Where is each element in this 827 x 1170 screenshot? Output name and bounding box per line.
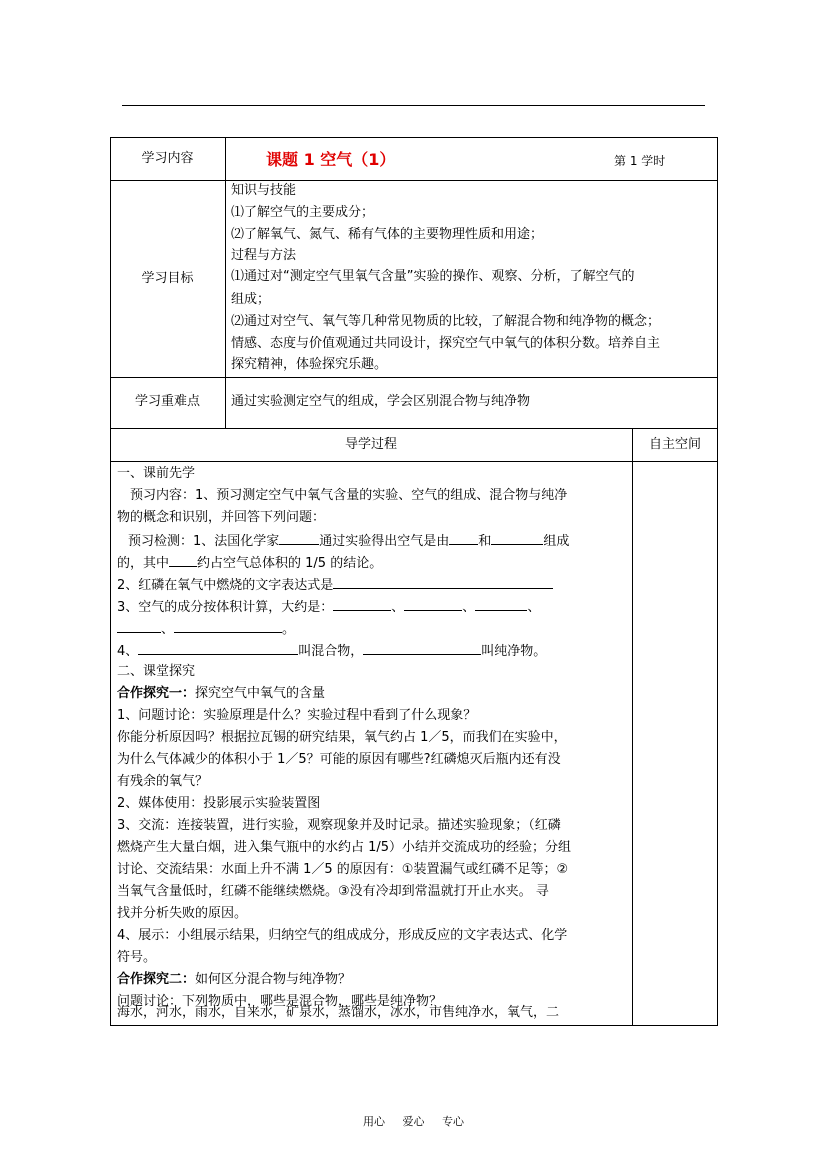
table-divider [632,428,633,1026]
fill-blank [491,532,543,545]
body-line: 为什么气体减少的体积小于 1／5？可能的原因有哪些?红磷熄灭后瓶内还有没 [117,752,561,767]
body-line: 符号。 [117,950,157,965]
separator: 、 [391,600,405,615]
table-divider [110,461,718,462]
question-2 [117,576,553,594]
key-points-text: 通过实验测定空气的组成，学会区别混合物与纯净物 [231,394,531,409]
question-3-cont [117,620,295,638]
question-text: 2、红磷在氧气中燃烧的文字表达式是 [117,578,334,593]
question-text: 叫混合物， [298,644,364,659]
goal-line: ⑴通过对“测定空气里氧气含量”实验的操作、观察、分析，了解空气的 [231,269,635,284]
question-1 [128,532,569,550]
coop-heading: 合作探究一： [117,686,196,701]
footer-item: 用心 [363,1115,385,1128]
self-space-header: 自主空间 [648,437,701,452]
body-line: 4、展示：小组展示结果，归纳空气的组成成分，形成反应的文字表达式、化学 [117,928,568,943]
fill-blank [333,576,553,589]
body-line: 1、问题讨论：实验原理是什么？实验过程中看到了什么现象？ [117,708,477,723]
coop-text: 如何区分混合物与纯净物？ [195,972,352,987]
goal-line: 情感、态度与价值观通过共同设计，探究空气中氧气的体积分数。培养自主 [231,336,661,351]
section-heading: 一、课前先学 [117,466,196,481]
question-text: 预习检测：1、法国化学家 [128,534,280,549]
goal-line: 组成； [231,292,271,307]
fill-blank [333,598,391,611]
coop-text: 探究空气中氧气的含量 [195,686,326,701]
goal-line: 知识与技能 [231,183,297,198]
fill-blank [174,620,282,633]
question-text: 的，其中 [117,556,170,571]
body-line: 讨论、交流结果：水面上升不满 1／5 的原因有：①装置漏气或红磷不足等；② [117,862,569,877]
fill-blank [138,642,298,655]
page-footer [0,1115,827,1129]
goal-line: ⑵了解氧气、氮气、稀有气体的主要物理性质和用途； [231,227,544,242]
body-line: 找并分析失败的原因。 [117,906,248,921]
question-1-cont [117,554,382,572]
fill-blank [363,642,481,655]
footer-item: 爱心 [402,1115,425,1128]
question-3 [117,598,540,616]
question-text: 3、空气的成分按体积计算，大约是： [117,600,334,615]
lesson-title: 课题 1 空气（1） [266,150,396,169]
coop-1 [117,686,325,702]
coop-2 [117,972,351,988]
fill-blank [117,620,161,633]
lesson-period: 第 1 学时 [614,154,666,168]
goal-line: ⑴了解空气的主要成分； [231,205,375,220]
process-header: 导学过程 [344,437,397,452]
separator: 、 [161,622,175,637]
body-line: 2、媒体使用：投影展示实验装置图 [117,796,321,811]
question-4 [117,642,546,660]
fill-blank [475,598,527,611]
table-divider [110,428,718,429]
fill-blank [169,554,197,567]
preview-text: 物的概念和识别，并回答下列问题： [117,510,326,525]
question-text: 4、 [117,644,139,659]
footer-item: 专心 [442,1115,464,1128]
preview-text: 预习内容：1、预习测定空气中氧气含量的实验、空气的组成、混合物与纯净 [130,488,568,503]
fill-blank [404,598,462,611]
body-line: 当氧气含量低时，红磷不能继续燃烧。③没有冷却到常温就打开止水夹。 寻 [117,884,549,899]
section-heading: 二、课堂探究 [117,664,196,679]
separator: 、 [462,600,476,615]
body-line: 燃烧产生大量白烟，进入集气瓶中的水约占 1/5）小结并交流成功的经验；分组 [117,840,572,855]
coop-heading: 合作探究二： [117,972,196,987]
row-label-goals: 学习目标 [141,271,194,286]
separator: 、 [527,600,541,615]
goal-line: 探究精神，体验探究乐趣。 [231,357,388,372]
body-line: 你能分析原因吗？根据拉瓦锡的研究结果，氧气约占 1／5，而我们在实验中， [117,730,567,745]
fill-blank [279,532,319,545]
question-text: 通过实验得出空气是由 [319,534,450,549]
question-text: 叫纯净物。 [481,644,547,659]
separator: 。 [282,622,296,637]
question-text: 组成 [543,534,570,549]
goal-line: 过程与方法 [231,248,297,263]
body-line: 3、交流：连接装置，进行实验，观察现象并及时记录。描述实验现象；（红磷 [117,818,561,833]
body-line: 有残余的氧气？ [117,774,209,789]
body-line: 海水，河水，雨水，自来水，矿泉水，蒸馏水，冰水，市售纯净水，氧气，二 [117,1005,560,1020]
goal-line: ⑵通过对空气、氧气等几种常见物质的比较，了解混合物和纯净物的概念； [231,314,661,329]
fill-blank [449,532,478,545]
question-text: 和 [478,534,492,549]
question-text: 约占空气总体积的 1/5 的结论。 [197,556,383,571]
table-divider [110,377,718,378]
table-divider [110,180,718,181]
body-line: 问题讨论：下列物质中，哪些是混合物，哪些是纯净物？ [117,994,443,1009]
row-label-content: 学习内容 [141,151,194,166]
header-rule [122,105,705,106]
row-label-key-points: 学习重难点 [134,394,200,409]
